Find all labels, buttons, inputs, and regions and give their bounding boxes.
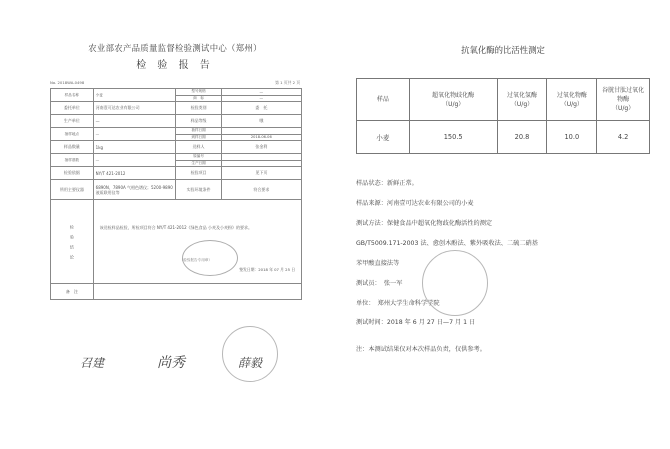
model-spec-label: 型号规格 bbox=[176, 89, 221, 96]
sample-source: 样品来源：河南壹可达农业有限公司的小麦 bbox=[356, 200, 474, 207]
header-pod: 过氧化物酶 （U/g） bbox=[547, 79, 597, 121]
test-method: 测试方法：保健食品中超氧化物歧化酶活性的测定 bbox=[356, 220, 493, 227]
inspection-report bbox=[44, 36, 306, 396]
trademark-value: — bbox=[221, 95, 301, 102]
test-method-standard: GB/T5009.171-2003 法、愈创木酚法、紫外吸收法、二硫二硝基 bbox=[356, 240, 538, 247]
client-label: 委托单位 bbox=[51, 102, 94, 115]
report-title: 检 验 报 告 bbox=[136, 60, 214, 71]
production-date-label: 生产日期 bbox=[176, 160, 221, 167]
header-sod: 超氧化物歧化酶 （U/g） bbox=[409, 79, 497, 121]
remark-value bbox=[93, 284, 301, 300]
sender-label: 送样人 bbox=[176, 141, 221, 154]
header-cat: 过氧化氢酶 （U/g） bbox=[497, 79, 547, 121]
sample-name-value: 小麦 bbox=[93, 89, 176, 102]
tester: 测试员： 张一军 bbox=[356, 280, 403, 287]
inspect-type-label: 检验类别 bbox=[176, 102, 221, 115]
model-spec-value: — bbox=[221, 89, 301, 96]
producer-value: — bbox=[93, 115, 176, 128]
arrival-date-label: 到样日期 bbox=[176, 134, 221, 141]
location-label: 抽样地点 bbox=[51, 128, 94, 141]
producer-label: 生产单位 bbox=[51, 115, 94, 128]
items-label: 检验项目 bbox=[176, 167, 221, 180]
table-row bbox=[51, 200, 302, 284]
inspection-seal-stamp bbox=[179, 240, 238, 276]
table-row bbox=[51, 102, 302, 115]
original-no-label: 原编号 bbox=[176, 154, 221, 161]
enzyme-table bbox=[356, 78, 650, 154]
conclusion-cell bbox=[93, 200, 301, 284]
enzyme-report-title: 抗氧化酶的比活性测定 bbox=[461, 45, 545, 55]
arrival-date-value: 2018-06-06 bbox=[221, 134, 301, 141]
table-row bbox=[51, 167, 302, 180]
table-row bbox=[51, 141, 302, 154]
conclusion-label-cell bbox=[51, 200, 94, 284]
equipment-value: 6890N、7890A 气相色谱仪；5200-9890 液质联用仪等 bbox=[93, 180, 176, 200]
row-gsh-px-value: 4.2 bbox=[597, 121, 650, 154]
report-table bbox=[50, 88, 302, 300]
table-row bbox=[51, 284, 302, 300]
sample-name-label: 样品名称 bbox=[51, 89, 94, 102]
table-row bbox=[51, 115, 302, 128]
table-row bbox=[357, 121, 650, 154]
issue-label: 签发日期： bbox=[239, 267, 259, 272]
location-value: — bbox=[93, 128, 176, 141]
signature-3: 薛毅 bbox=[238, 356, 263, 370]
table-header-row bbox=[357, 79, 650, 121]
test-unit: 单位： 郑州大学生命科学学院 bbox=[356, 300, 440, 307]
conclusion-seal-note: （检验报告专用章） bbox=[179, 258, 212, 262]
row-cat-value: 20.8 bbox=[497, 121, 547, 154]
header-gsh-px: 谷胱甘肽过氧化物酶 （U/g） bbox=[597, 79, 650, 121]
quantity-label: 样品数量 bbox=[51, 141, 94, 154]
env-value: 符合要求 bbox=[221, 180, 301, 200]
issue-date-value: 2018 年 07 月 25 日 bbox=[258, 267, 295, 272]
signature-1: 召建 bbox=[80, 356, 105, 370]
trademark-label: 商 标 bbox=[176, 95, 221, 102]
table-row bbox=[51, 180, 302, 200]
sampling-base-label: 抽样基数 bbox=[51, 154, 94, 167]
header-sample: 样品 bbox=[357, 79, 410, 121]
client-value: 河南壹可达农业有限公司 bbox=[93, 102, 176, 115]
quantity-value: 1kg bbox=[93, 141, 176, 154]
signature-2: 尚秀 bbox=[157, 355, 185, 371]
basis-label: 检验依据 bbox=[51, 167, 94, 180]
issue-date bbox=[239, 267, 295, 273]
report-page-info: 第 1 页共 2 页 bbox=[275, 80, 300, 85]
inspect-type-value: 委 托 bbox=[221, 102, 301, 115]
sample-status: 样品状态：新鲜正常。 bbox=[356, 180, 418, 187]
remark-label: 备 注 bbox=[51, 284, 94, 300]
enzyme-activity-report bbox=[356, 38, 650, 363]
row-sample: 小麦 bbox=[357, 121, 410, 154]
equipment-label: 所用主要仪器 bbox=[51, 180, 94, 200]
conclusion-label: 检验结论 bbox=[69, 225, 75, 265]
sampling-date-label: 抽样日期 bbox=[176, 128, 221, 135]
report-organization: 农业部农产品质量监督检验测试中心（郑州） bbox=[88, 43, 262, 53]
report-number: No. 2018WA-0498 bbox=[50, 80, 85, 85]
row-sod-value: 150.5 bbox=[409, 121, 497, 154]
sender-value: 张金利 bbox=[221, 141, 301, 154]
sample-level-value: 哦 bbox=[221, 115, 301, 128]
items-value: 见下页 bbox=[221, 167, 301, 180]
disclaimer-note: 注：本测试结果仅对本次样品负责，仅供参考。 bbox=[356, 346, 486, 353]
university-seal-stamp bbox=[422, 250, 488, 316]
sample-level-label: 样品等级 bbox=[176, 115, 221, 128]
sampling-base-value: — bbox=[93, 154, 176, 167]
basis-value: NY/T 421-2012 bbox=[93, 167, 176, 180]
conclusion-text: 该送检样品检验，所检项目符合 NY/T 421-2012《绿色食品 小麦及小麦粉》的要求。 bbox=[99, 225, 252, 230]
test-method-cont: 苯甲酸直接法等 bbox=[356, 260, 400, 267]
row-pod-value: 10.0 bbox=[547, 121, 597, 154]
test-time: 测试时间：2018 年 6 月 27 日—7 月 1 日 bbox=[356, 319, 476, 326]
env-label: 实验环境条件 bbox=[176, 180, 221, 200]
